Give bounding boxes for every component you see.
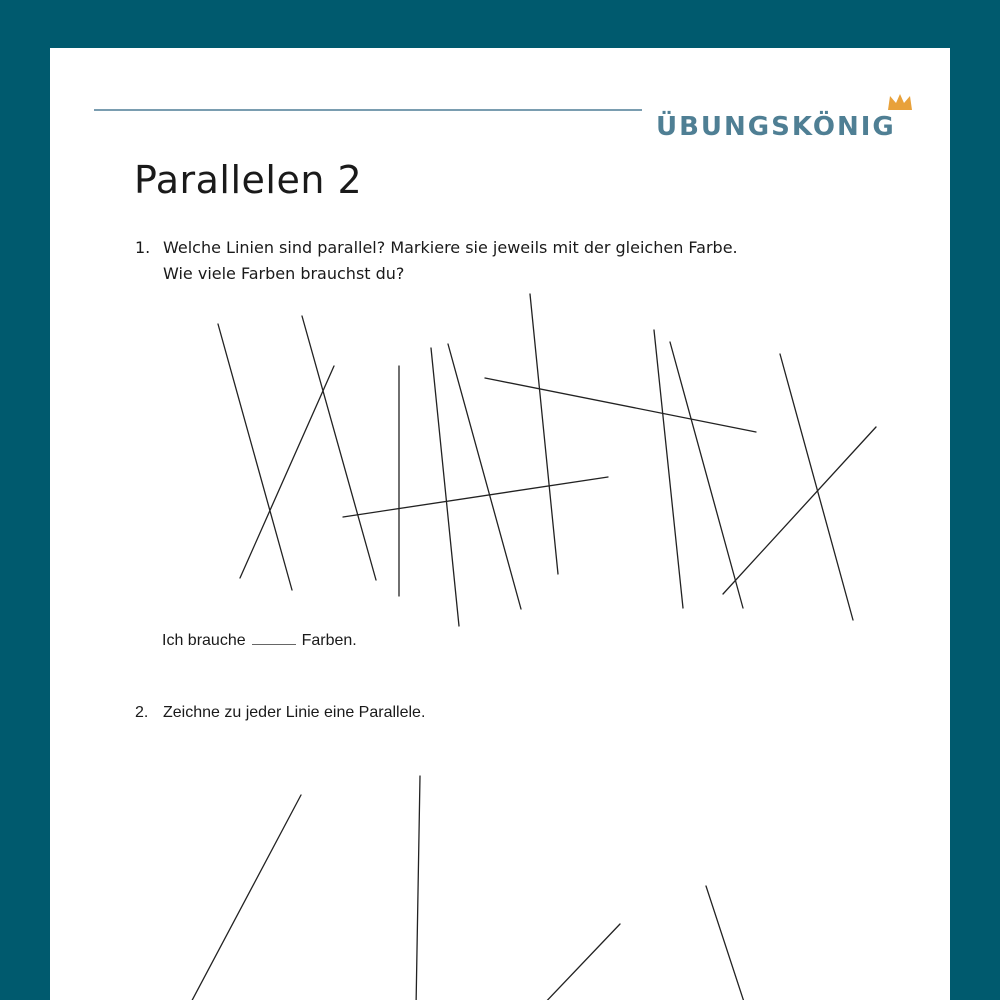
- task-1-number: 1.: [135, 238, 151, 257]
- answer-suffix: Farben.: [301, 632, 357, 649]
- task-1-line: [780, 354, 853, 620]
- task-1-line: [723, 427, 876, 594]
- task-2-line: [540, 924, 620, 1000]
- task-1-line: [448, 344, 521, 609]
- task-1-answer-line: [162, 632, 357, 650]
- worksheet-page: [50, 48, 950, 1000]
- task-2-number: 2.: [135, 704, 149, 721]
- task-1-line: [530, 294, 558, 574]
- answer-blank[interactable]: [252, 643, 296, 645]
- page-title: Parallelen 2: [134, 158, 363, 202]
- task-2-instruction: Zeichne zu jeder Linie eine Parallele.: [163, 704, 426, 721]
- task-1-line: [485, 378, 756, 432]
- task-1-instruction-line-1: Welche Linien sind parallel? Markiere sie jeweils mit der gleichen Farbe.: [163, 238, 738, 257]
- task-2-line: [416, 776, 420, 1000]
- task-2-line: [188, 795, 301, 1000]
- task-1-line: [343, 477, 608, 517]
- task-2-line: [706, 886, 746, 1000]
- answer-prefix: Ich brauche: [162, 632, 246, 649]
- brand-name: ÜBUNGSKÖNIG: [656, 112, 896, 142]
- task-1-line: [218, 324, 292, 590]
- task-1-line: [240, 366, 334, 578]
- task-1-line: [302, 316, 376, 580]
- line-drawings: [50, 48, 950, 1000]
- task-1-line: [670, 342, 743, 608]
- task-1-instruction-line-2: Wie viele Farben brauchst du?: [163, 264, 405, 283]
- task-1-line: [431, 348, 459, 626]
